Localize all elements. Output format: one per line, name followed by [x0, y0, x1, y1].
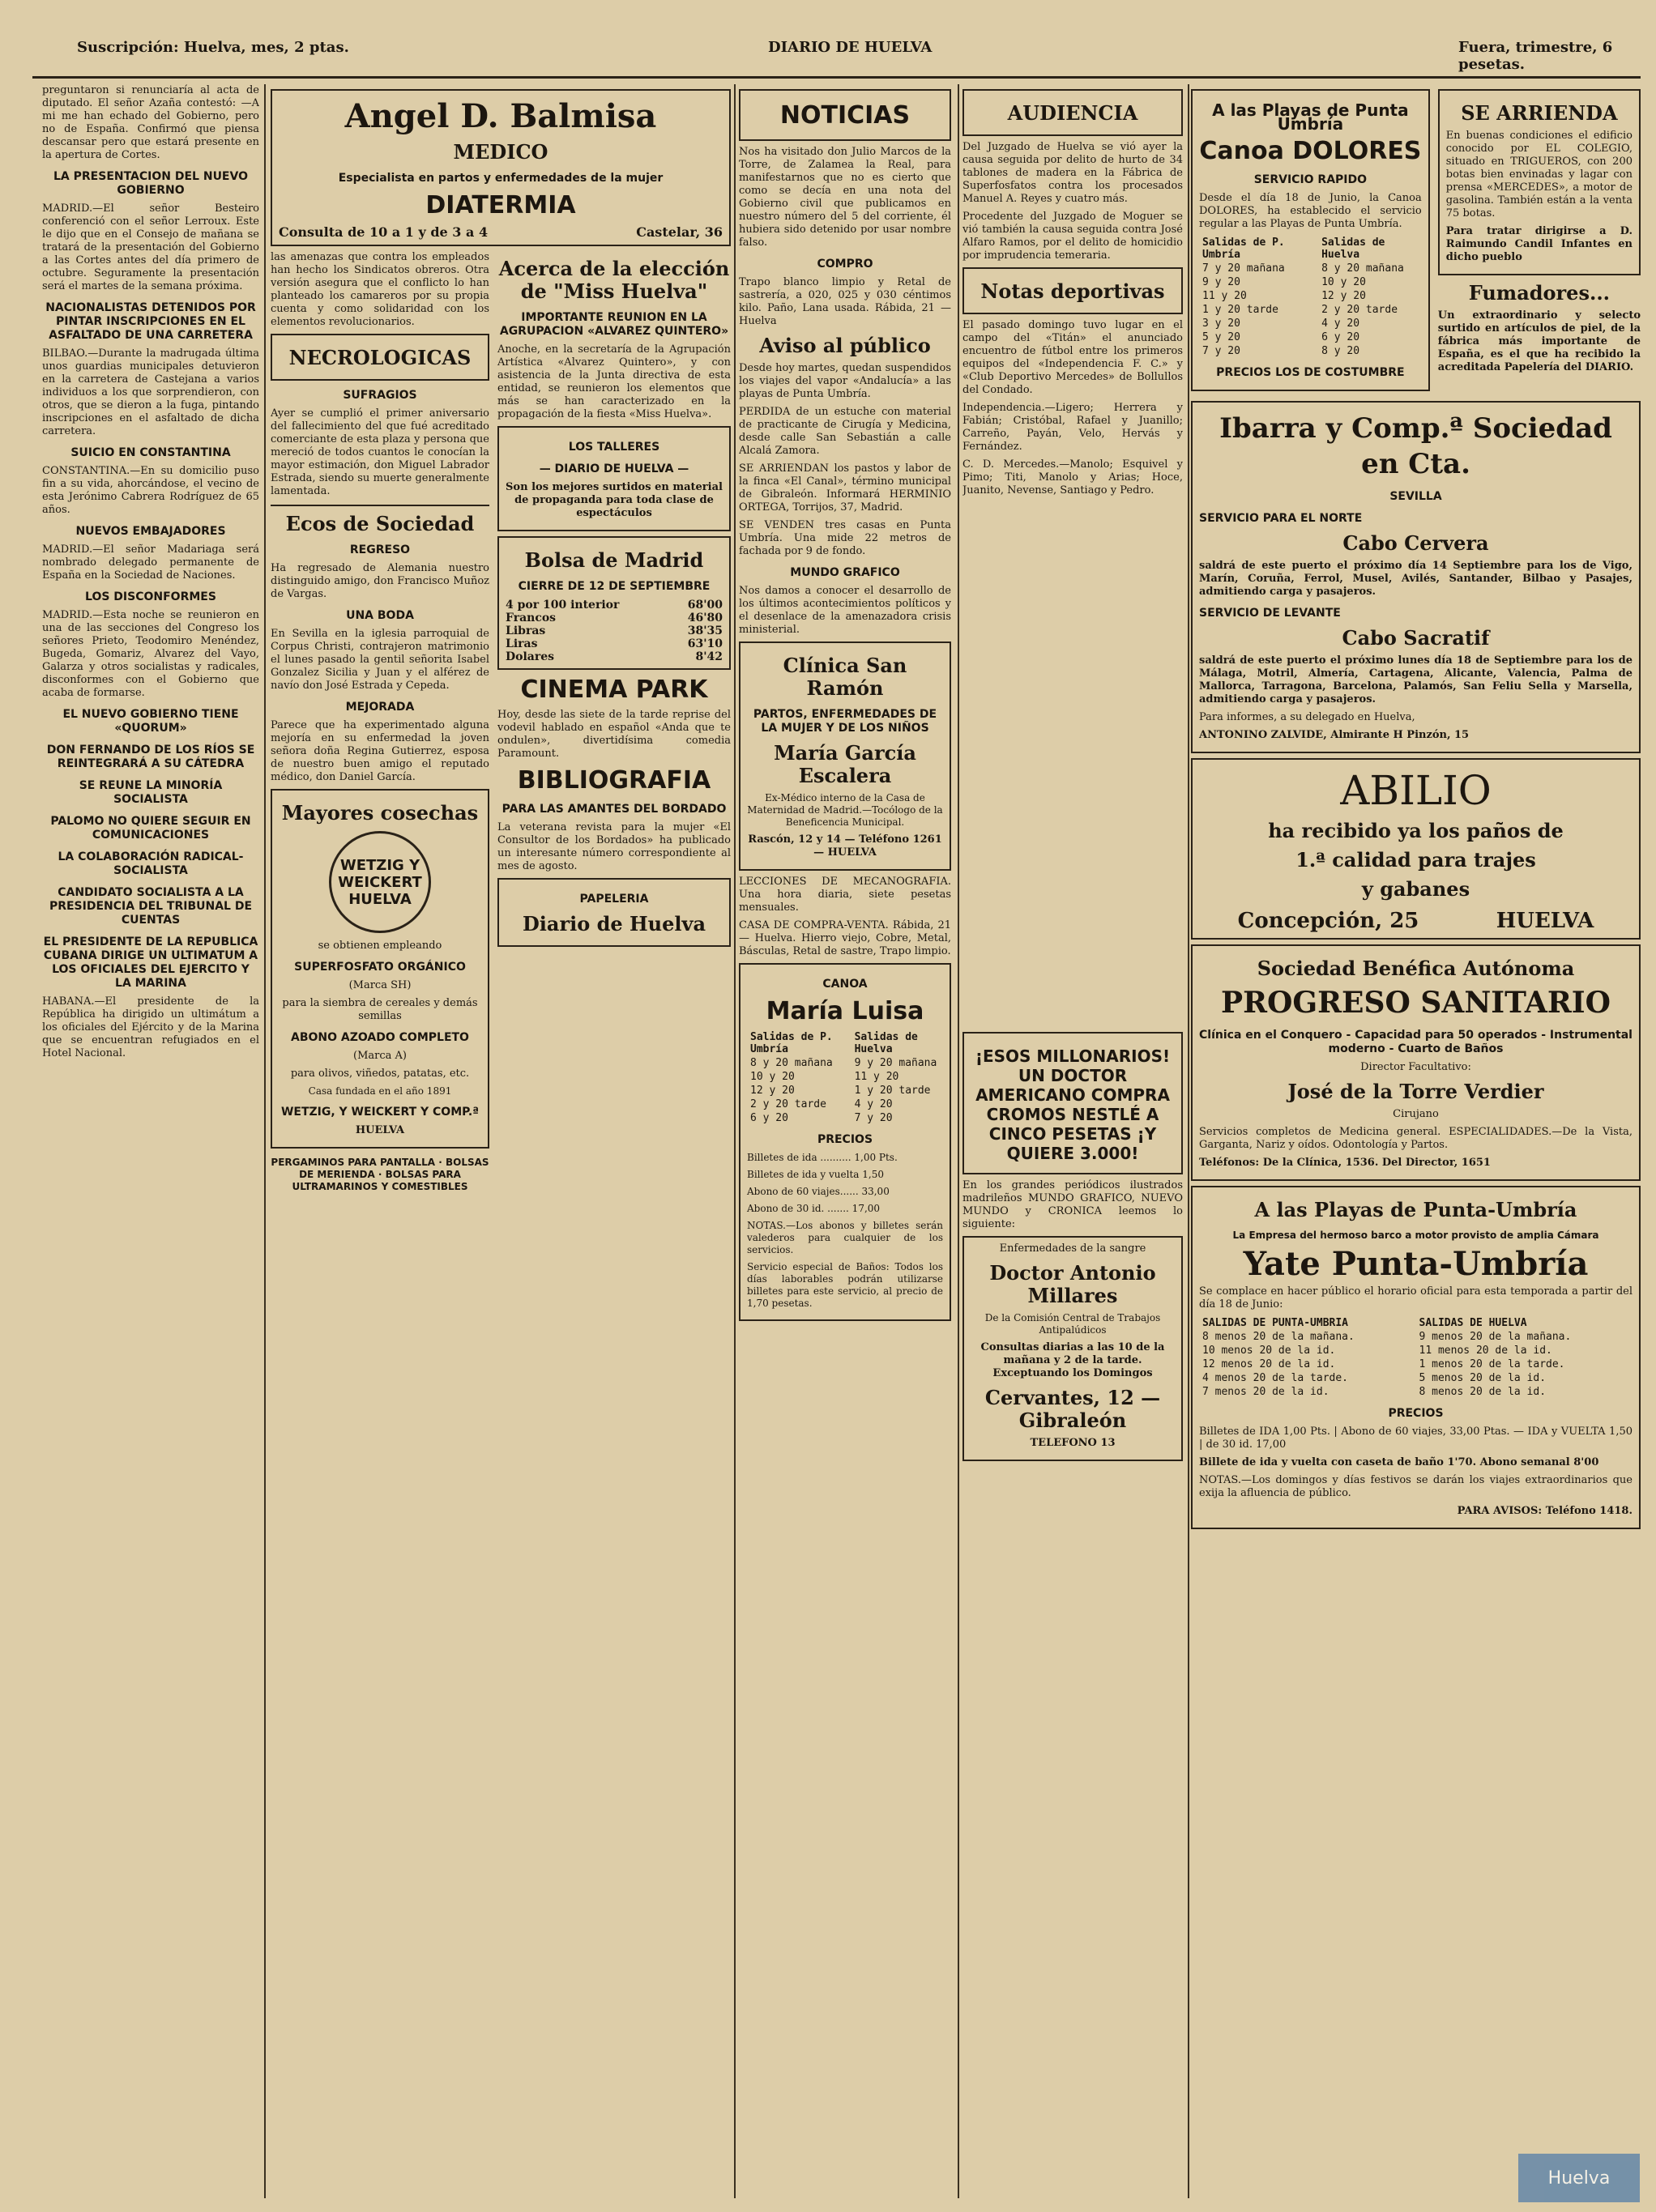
schedule-cell: 12 y 20 [1321, 290, 1366, 302]
schedule-cell: 11 menos 20 de la id. [1419, 1345, 1552, 1357]
ad-line: Sociedad Benéfica Autónoma [1257, 957, 1575, 980]
ad-line: Doctor Antonio Millares [989, 1261, 1156, 1307]
schedule-cell: 10 menos 20 de la id. [1202, 1345, 1336, 1357]
schedule-row [747, 1097, 943, 1111]
price-line: Billete de ida y vuelta con caseta de baño 1'70. Abono semanal 8'00 [1199, 1456, 1599, 1468]
classified-ad: SE ARRIENDAN los pastos y labor de la finca «El Canal», término municipal de Gibraleón. Informará HERMINIO ORTEGA, Torrijos, 37, Madrid. [739, 462, 951, 514]
ad-title: Angel D. Balmisa [344, 97, 657, 135]
headline: MUNDO GRAFICO [790, 566, 900, 579]
schedule-cell: 7 menos 20 de la id. [1202, 1386, 1329, 1398]
schedule-header: Salidas de P. Umbría [750, 1031, 833, 1055]
section-title: NECROLOGICAS [288, 346, 472, 369]
ad-line: saldrá de este puerto el próximo día 14 Septiembre para los de Vigo, Marín, Coruña, Ferrol, Musel, Avilés, Santander, Bilbao y Pasajes, admitiendo carga y pasajeros. [1199, 560, 1633, 598]
article-text: Procedente del Juzgado de Moguer se vió también la causa seguida contra José Alfaro Ramos, por el delito de homicidio por imprudencia temeraria. [962, 211, 1183, 262]
ad-line: SERVICIO RAPIDO [1253, 173, 1368, 186]
ad-line: Para tratar dirigirse a D. Raimundo Candil Infantes en dicho pueblo [1445, 225, 1633, 263]
ship-name: Cabo Sacratif [1342, 626, 1490, 650]
section-box [739, 89, 951, 141]
headline: EL NUEVO GOBIERNO TIENE «QUORUM» [62, 708, 239, 735]
article-text: Del Juzgado de Huelva se vió ayer la causa seguida por delito de hurto de 34 tablones de madera en la Fábrica de Superfosfatos contra los procesados Manuel A. Reyes y cuatro más. [962, 141, 1183, 205]
headline: CANDIDATO SOCIALISTA A LA PRESIDENCIA DEL TRIBUNAL DE CUENTAS [49, 886, 253, 927]
schedule-cell: 5 menos 20 de la id. [1419, 1372, 1547, 1384]
ad-line: para olivos, viñedos, patatas, etc. [290, 1068, 470, 1080]
ad-line: A las Playas de Punta Umbría [1212, 100, 1409, 134]
ad-line: Consultas diarias a las 10 de la mañana y 2 de la tarde. Exceptuando los Domingos [980, 1341, 1165, 1379]
headline: SUFRAGIOS [343, 389, 417, 402]
headline: SUICIO EN CONSTANTINA [70, 446, 231, 459]
stock-row [506, 612, 723, 624]
ad-line: Son los mejores surtidos en material de propaganda para toda clase de espectáculos [506, 481, 723, 519]
ad-line: A las Playas de Punta-Umbría [1254, 1198, 1577, 1221]
news-column-center-left [271, 84, 731, 2198]
subscription-outside: Fuera, trimestre, 6 pesetas. [1458, 39, 1613, 73]
schedule-cell: 7 y 20 [1202, 345, 1240, 357]
section-title: Notas deportivas [980, 279, 1165, 303]
subscription-local: Suscripción: Huelva, mes, 2 ptas. [77, 39, 349, 56]
headline: Aviso al público [759, 334, 931, 357]
stock-name: Liras [506, 637, 538, 650]
ad-specialty: Especialista en partos y enfermedades de la mujer [338, 172, 664, 185]
shipping-ad [1191, 401, 1641, 753]
article-text: BILBAO.—Durante la madrugada última unos guardias municipales detuvieron en la carretera de Castejana a varios individuos a los que sorprendieron, con otros, que se dieron a la fuga, pintando inscripciones en el asfaltado de dicha carretera. [42, 347, 259, 437]
stock-value: 46'80 [687, 612, 723, 624]
schedule-table [1199, 1316, 1633, 1399]
ad-line: SUPERFOSFATO ORGÁNICO [294, 961, 466, 974]
ad-title: SE ARRIENDA [1461, 101, 1618, 125]
price-line: Abono de 30 id. ....... 17,00 [747, 1203, 881, 1214]
stock-value: 63'10 [687, 637, 723, 650]
tailor-ad [1191, 758, 1641, 940]
schedule-cell: 10 y 20 [750, 1071, 795, 1083]
article-text: Independencia.—Ligero; Herrera y Fabián; Cristóbal, Rafael y Juanillo; Carreño, Payán, Velo, Hervás y Fernández. [962, 402, 1183, 453]
sub-column [271, 251, 489, 1198]
boat-ad [739, 963, 951, 1321]
ad-title: Clínica San Ramón [783, 654, 907, 700]
clinic-ad [1191, 944, 1641, 1181]
ad-address: Concepción, 25 [1237, 909, 1419, 933]
ad-line: Se complace en hacer público el horario oficial para esta temporada a partir del día 18 de Junio: [1199, 1285, 1633, 1311]
schedule-row [1199, 262, 1422, 275]
article-text: Parece que ha experimentado alguna mejoría en su enfermedad la joven señora doña Regina Gutierrez, esposa de nuestro buen amigo el reputado médico, don Daniel García. [271, 719, 489, 783]
headline: SE REUNE LA MINORÍA SOCIALISTA [79, 779, 223, 806]
sub-column [1438, 84, 1641, 396]
ad-line: Clínica en el Conquero - Capacidad para 50 operados - Instrumental moderno - Cuarto de Baños [1199, 1029, 1633, 1055]
schedule-cell: 9 menos 20 de la mañana. [1419, 1331, 1572, 1343]
sub-column [497, 251, 731, 1198]
schedule-cell: 4 y 20 [854, 1098, 893, 1110]
stock-value: 38'35 [687, 624, 723, 637]
price-line: Abono de 60 viajes...... 33,00 [747, 1186, 890, 1197]
schedule-row [747, 1084, 943, 1097]
section-title: CINEMA PARK [520, 676, 708, 704]
section-title: Ecos de Sociedad [285, 512, 475, 535]
yacht-ad [1191, 1186, 1641, 1529]
ad-line: HUELVA [355, 1124, 405, 1136]
headline: UNA BODA [346, 609, 414, 622]
headline: EL PRESIDENTE DE LA REPUBLICA CUBANA DIRIGE UN ULTIMATUM A LOS OFICIALES DEL EJERCITO Y LA MARINA [43, 936, 258, 990]
article-text: MADRID.—El señor Madariaga será nombrado delegado permanente de España en la Sociedad de Naciones. [42, 543, 259, 582]
boat-ad [1191, 89, 1430, 391]
schedule-cell: 10 y 20 [1321, 276, 1366, 288]
schedule-cell: 1 y 20 tarde [854, 1085, 931, 1097]
schedule-cell: 4 y 20 [1321, 318, 1360, 330]
news-column-center [739, 84, 951, 2198]
article-text: Desde hoy martes, quedan suspendidos los viajes del vapor «Andalucía» a las playas de Punta Umbría. [739, 362, 951, 400]
headline: LA PRESENTACION DEL NUEVO GOBIERNO [53, 170, 248, 197]
ad-line: La Empresa del hermoso barco a motor provisto de amplia Cámara [1232, 1230, 1599, 1241]
article-text: En los grandes periódicos ilustrados madrileños MUNDO GRAFICO, NUEVO MUNDO y CRONICA leemos lo siguiente: [962, 1179, 1183, 1230]
schedule-cell: 8 menos 20 de la mañana. [1202, 1331, 1355, 1343]
ad-line: Un extraordinario y selecto surtido en artículos de piel, de la fábrica más importante de España, es el que ha recibido la acreditada Papelería del DIARIO. [1437, 309, 1641, 373]
stock-box [497, 536, 731, 670]
ad-line: PERGAMINOS PARA PANTALLA · BOLSAS DE MERIENDA · BOLSAS PARA ULTRAMARINOS Y COMESTIBLES [271, 1157, 489, 1192]
ad-line: SEVILLA [1389, 490, 1442, 503]
article-text: HABANA.—El presidente de la República ha dirigido un ultimátum a los oficiales del Ejército y de la Marina que se encuentran refugiados en el Hotel Nacional. [42, 995, 259, 1059]
schedule-cell: 2 y 20 tarde [1321, 304, 1398, 316]
stock-row [506, 599, 723, 612]
schedule-cell: 11 y 20 [1202, 290, 1247, 302]
ad-line: De la Comisión Central de Trabajos Antipalúdicos [984, 1312, 1161, 1336]
column-divider [958, 84, 959, 2198]
ad-line: (Marca A) [353, 1050, 407, 1062]
ad-line: PARTOS, ENFERMEDADES DE LA MUJER Y DE LOS NIÑOS [753, 708, 937, 735]
schedule-row [747, 1111, 943, 1125]
price-line: Billetes de ida y vuelta 1,50 [747, 1169, 884, 1180]
headline: REGRESO [349, 543, 411, 556]
newspaper-name: DIARIO DE HUELVA [768, 39, 933, 56]
article-text: La veterana revista para la mujer «El Consultor de los Bordados» ha publicado un interesante número correspondiente al mes de agosto. [497, 821, 731, 872]
ad-line: (Marca SH) [348, 979, 412, 991]
headline: MEJORADA [345, 701, 415, 714]
section-box [271, 334, 489, 381]
ad-line: Cervantes, 12 — Gibraleón [984, 1386, 1161, 1432]
ad-title: PROGRESO SANITARIO [1221, 986, 1611, 1020]
ad-line: Director Facultativo: [1360, 1061, 1471, 1073]
ad-line: se obtienen empleando [318, 940, 442, 952]
schedule-row [1199, 344, 1422, 358]
article-text: Hoy, desde las siete de la tarde reprise del vodevil hablado en español «Anda que te ondulen», divertidísima comedia Paramount. [497, 709, 731, 760]
stock-name: Dolares [506, 650, 555, 663]
section-title: BIBLIOGRAFIA [517, 766, 711, 795]
ad-line: PARA AVISOS: Teléfono 1418. [1457, 1505, 1633, 1517]
article-text: El pasado domingo tuvo lugar en el campo del «Titán» el anunciado encuentro de fútbol entre los primeros equipos del «Independencia F. C.» y «Club Deportivo Mercedes» de Bollullos del Condado. [962, 319, 1183, 396]
schedule-row [747, 1070, 943, 1084]
headline: LOS DISCONFORMES [85, 590, 216, 603]
schedule-row [1199, 1357, 1633, 1371]
news-column-center-right [962, 84, 1183, 1008]
schedule-cell: 7 y 20 [854, 1112, 893, 1124]
ad-line: En buenas condiciones el edificio conocido por EL COLEGIO, situado en TRIGUEROS, con 200 botas bien envinadas y lagar con prensa «MERCEDES», a motor de gasolina. También están a la venta 75 botas. [1445, 130, 1633, 219]
stock-value: 68'00 [687, 599, 723, 612]
ad-line: María García Escalera [774, 741, 916, 787]
schedule-table [747, 1030, 943, 1125]
ad-line: WETZIG, Y WEICKERT Y COMP.ª [280, 1106, 480, 1119]
ad-line: Servicio especial de Baños: Todos los días laborables podrán utilizarse billetes para este servicio, al precio de 1,70 pesetas. [747, 1261, 943, 1309]
article-text: Ayer se cumplió el primer aniversario del fallecimiento del que fué acreditado comerciante de esta plaza y persona que mereció de todos cuantos le conocían la mayor estimación, don Miguel Labrador Estrada, siendo su muerte generalmente lamentada. [271, 407, 489, 497]
classified-ad: LECCIONES DE MECANOGRAFIA. Una hora diaria, siete pesetas mensuales. [739, 876, 951, 914]
stock-value: 8'42 [695, 650, 723, 663]
ad-line: Rascón, 12 y 14 — Teléfono 1261 — HUELVA [748, 833, 942, 859]
doctor-ad [271, 89, 731, 246]
section-title: NOTICIAS [779, 101, 911, 130]
ad-title: María Luisa [766, 997, 924, 1025]
schedule-cell: 3 y 20 [1202, 318, 1240, 330]
article-text: Nos damos a conocer el desarrollo de los últimos acontecimientos políticos y el desenlace de la amenazadora crisis ministerial. [739, 585, 951, 636]
schedule-header: SALIDAS DE PUNTA-UMBRIA [1202, 1317, 1349, 1329]
classified-ad: SE VENDEN tres casas en Punta Umbría. Una mide 22 metros de fachada por 9 de fondo. [739, 519, 951, 557]
schedule-cell: 2 y 20 tarde [750, 1098, 826, 1110]
price-line: Billetes de IDA 1,00 Pts. | Abono de 60 viajes, 33,00 Ptas. — IDA y VUELTA 1,50 | de 30 id. 17,00 [1199, 1426, 1633, 1451]
news-column-left [42, 84, 259, 2198]
doctor-ad [962, 1236, 1183, 1461]
ad-line: Cirujano [1393, 1108, 1439, 1120]
ad-title: Ibarra y Comp.ª Sociedad en Cta. [1219, 412, 1612, 480]
stock-name: Libras [506, 624, 546, 637]
ad-line: TELEFONO 13 [1030, 1437, 1116, 1449]
schedule-cell: 8 y 20 mañana [750, 1057, 833, 1069]
ad-line: NOTAS.—Los abonos y billetes serán valederos para cualquier de los servicios. [747, 1220, 943, 1255]
clinic-ad [739, 641, 951, 871]
ad-title: Fumadores... [1468, 281, 1611, 305]
schedule-row [1199, 330, 1422, 344]
nestle-ad [962, 1032, 1183, 1174]
section-title: AUDIENCIA [1007, 101, 1138, 125]
schedule-cell: 5 y 20 [1202, 331, 1240, 343]
schedule-header: Salidas de Huelva [854, 1031, 918, 1055]
schedule-cell: 9 y 20 [1202, 276, 1240, 288]
schedule-cell: 6 y 20 [750, 1112, 788, 1124]
ad-line: y gabanes [1361, 877, 1470, 901]
ad-title: Yate Punta-Umbría [1243, 1245, 1589, 1283]
schedule-row [1199, 1385, 1633, 1399]
ad-line: 1.ª calidad para trajes [1295, 848, 1536, 872]
ad-line: NOTAS.—Los domingos y días festivos se darán los viajes extraordinarios que exija la afluencia de público. [1199, 1474, 1633, 1499]
ad-title: ¡ESOS MILLONARIOS! UN DOCTOR AMERICANO COMPRA CROMOS NESTLÉ A CINCO PESETAS ¡Y QUIERE 3.000! [975, 1046, 1171, 1163]
schedule-cell: 8 y 20 [1321, 345, 1360, 357]
schedule-cell: 4 menos 20 de la tarde. [1202, 1372, 1349, 1384]
stock-name: Francos [506, 612, 557, 624]
ad-line: SERVICIO DE LEVANTE [1199, 607, 1341, 620]
section-box [962, 89, 1183, 136]
ad-line: ha recibido ya los paños de [1268, 819, 1564, 842]
ad-title: Mayores cosechas [281, 801, 479, 825]
header-rule [32, 76, 1641, 79]
section-title: Bolsa de Madrid [524, 548, 704, 572]
schedule-row [747, 1056, 943, 1070]
schedule-header: Salidas de P. Umbría [1202, 237, 1285, 261]
stationery-ad [497, 878, 731, 947]
ad-line: José de la Torre Verdier [1287, 1080, 1544, 1103]
headline: PARA LAS AMANTES DEL BORDADO [501, 803, 727, 816]
stock-name: 4 por 100 interior [506, 599, 620, 612]
stock-row [506, 637, 723, 650]
schedule-cell: 6 y 20 [1321, 331, 1360, 343]
ad-service: DIATERMIA [425, 191, 576, 219]
ad-line: Desde el día 18 de Junio, la Canoa DOLORES, ha establecido el servicio regular a las Playas de Punta Umbría. [1199, 192, 1422, 230]
ad-line: Casa fundada en el año 1891 [308, 1085, 452, 1097]
schedule-row [1199, 303, 1422, 317]
headline: COMPRO [817, 258, 873, 271]
ad-line: Ex-Médico interno de la Casa de Maternidad de Madrid.—Tocólogo de la Beneficencia Municipal. [747, 792, 943, 828]
subheadline: IMPORTANTE REUNION EN LA AGRUPACION «ALVAREZ QUINTERO» [499, 311, 729, 338]
ad-title: Canoa DOLORES [1199, 137, 1422, 165]
ad-line: Para informes, a su delegado en Huelva, [1199, 711, 1415, 723]
ad-line: ANTONINO ZALVIDE, Almirante H Pinzón, 15 [1199, 729, 1470, 741]
headline: DON FERNANDO DE LOS RÍOS SE REINTEGRARÁ A SU CÁTEDRA [46, 744, 255, 770]
ad-line: para la siembra de cereales y demás semillas [282, 997, 478, 1022]
ad-line: PRECIOS [817, 1133, 873, 1146]
ship-name: Cabo Cervera [1342, 531, 1489, 555]
ad-title: ABILIO [1340, 767, 1492, 814]
archive-stamp: Huelva [1518, 2154, 1640, 2202]
company-logo: WETZIG Y WEICKERT HUELVA [329, 831, 431, 933]
schedule-cell: 12 y 20 [750, 1085, 795, 1097]
price-line: Billetes de ida .......... 1,00 Pts. [747, 1152, 898, 1163]
article-text: C. D. Mercedes.—Manolo; Esquivel y Pimo; Titi, Manolo y Arias; Hoce, Juanito, Nevense, Santiago y Pedro. [962, 458, 1183, 497]
schedule-row [1199, 317, 1422, 330]
ad-line: PRECIOS [1388, 1407, 1444, 1420]
classified-ad: CASA DE COMPRA-VENTA. Rábida, 21 — Huelva. Hierro viejo, Cobre, Metal, Básculas, Retal de sastre, Trapo limpio. [739, 919, 951, 957]
article-text: Ha regresado de Alemania nuestro distinguido amigo, don Francisco Muñoz de Vargas. [271, 562, 489, 600]
ad-line: Teléfonos: De la Clínica, 1536. Del Director, 1651 [1199, 1157, 1491, 1169]
schedule-cell: 12 menos 20 de la id. [1202, 1358, 1336, 1370]
ad-line: — DIARIO DE HUELVA — [539, 462, 689, 475]
column-divider [264, 84, 266, 2198]
ad-line: PRECIOS LOS DE COSTUMBRE [1216, 366, 1405, 379]
article-text: Trapo blanco limpio y Retal de sastrería, a 020, 025 y 030 céntimos kilo. Paño, Lana usada. Rábida, 21 — Huelva [739, 276, 951, 327]
article-text: En Sevilla en la iglesia parroquial de Corpus Christi, contrajeron matrimonio el lunes pasado la gentil señorita Isabel Gonzalez Sicilia y Juan y el alférez de navío don José Estrada y Cepeda. [271, 628, 489, 692]
headline: Acerca de la elección de "Miss Huelva" [498, 257, 730, 303]
ad-line: SERVICIO PARA EL NORTE [1199, 512, 1363, 525]
schedule-header: Salidas de Huelva [1321, 237, 1385, 261]
article-text: CONSTANTINA.—En su domicilio puso fin a su vida, ahorcándose, el vecino de esta Jerónimo Cabrera Rodríguez de 65 años. [42, 465, 259, 516]
headline: PALOMO NO QUIERE SEGUIR EN COMUNICACIONES [50, 815, 251, 842]
ad-hours: Consulta de 10 a 1 y de 3 a 4 [279, 224, 489, 240]
schedule-table [1199, 236, 1422, 358]
article-text: Anoche, en la secretaría de la Agrupación Artística «Alvarez Quintero», y con asistencia de la Junta directiva de esta entidad, se reunieron los elementos que más se han caracterizado en la propagación de la fiesta «Miss Huelva». [497, 343, 731, 420]
ad-subtitle: MEDICO [453, 140, 548, 164]
schedule-row [1199, 1330, 1633, 1344]
ad-line: Enfermedades de la sangre [999, 1242, 1146, 1255]
schedule-cell: 9 y 20 mañana [854, 1057, 937, 1069]
print-shop-ad [497, 426, 731, 531]
classified-ad: PERDIDA de un estuche con material de practicante de Cirugía y Medicina, desde calle San Sebastián a calle Alcalá Zamora. [739, 406, 951, 457]
column-divider [1188, 84, 1189, 2198]
ad-line: CANOA [822, 978, 868, 991]
schedule-cell: 1 y 20 tarde [1202, 304, 1278, 316]
headline: NUEVOS EMBAJADORES [75, 525, 226, 538]
ads-column-right [1191, 84, 1641, 2198]
article-text: MADRID.—Esta noche se reunieron en una de las secciones del Congreso los señores Prieto, Teodomiro Menéndez, Bugeda, Gomariz, Alvarez del Vayo, Galarza y otros socialistas y radicales, disconformes con el Gobierno que acaba de formarse. [42, 609, 259, 699]
stock-row [506, 650, 723, 663]
ad-line: Servicios completos de Medicina general. ESPECIALIDADES.—De la Vista, Garganta, Nariz y oídos. Odontología y Partos. [1199, 1126, 1633, 1151]
stock-table [506, 599, 723, 663]
ad-address: Castelar, 36 [636, 224, 723, 240]
article-text: las amenazas que contra los empleados han hecho los Sindicatos obreros. Otra versión asegura que el conflicto lo han planteado los camareros por su propia cuenta y como solidaridad con los elementos revolucionarios. [271, 251, 489, 328]
ad-line: Diario de Huelva [522, 912, 706, 936]
section-rule [271, 505, 489, 506]
ad-city: HUELVA [1496, 909, 1594, 933]
masthead-strip [0, 0, 1656, 73]
schedule-cell: 11 y 20 [854, 1071, 899, 1083]
schedule-header: SALIDAS DE HUELVA [1419, 1317, 1527, 1329]
article-text: preguntaron si renunciaría al acta de diputado. El señor Azaña contestó: —A mi me han echado del Gobierno, pero no de España. Confirmó que piensa descansar pero que estará presente en la apertura de Cortes. [42, 84, 259, 161]
headline: NACIONALISTAS DETENIDOS POR PINTAR INSCRIPCIONES EN EL ASFALTADO DE UNA CARRETERA [45, 301, 256, 342]
schedule-row [1199, 275, 1422, 289]
schedule-row [1199, 1344, 1633, 1357]
ad-line: ABONO AZOADO COMPLETO [291, 1031, 469, 1044]
section-box [962, 267, 1183, 314]
schedule-row [1199, 289, 1422, 303]
schedule-cell: 8 y 20 mañana [1321, 262, 1404, 275]
schedule-cell: 1 menos 20 de la tarde. [1419, 1358, 1565, 1370]
ad-line: LOS TALLERES [568, 441, 660, 454]
column-divider [734, 84, 736, 2198]
fertilizer-ad [271, 789, 489, 1149]
schedule-cell: 7 y 20 mañana [1202, 262, 1285, 275]
schedule-cell: 8 menos 20 de la id. [1419, 1386, 1547, 1398]
stock-row [506, 624, 723, 637]
news-column-center-right-lower [962, 1027, 1183, 2193]
ad-line: PAPELERIA [579, 893, 649, 906]
rental-ad [1438, 89, 1641, 275]
article-text: Nos ha visitado don Julio Marcos de la Torre, de Zalamea la Real, para manifestarnos que no es cierto que como se decía en una nota del Gobierno civil que publicamos en nuestro número del 5 del corriente, él hubiera sido detenido por usar nombre falso. [739, 146, 951, 249]
ad-line: saldrá de este puerto el próximo lunes día 18 de Septiembre para los de Málaga, Motril, Almería, Cartagena, Alicante, Valencia, Palma de Mallorca, Tarragona, Barcelona, Palamós, San Feliu Sella y Marsella, admitiendo carga y pasajeros. [1199, 654, 1633, 705]
headline: LA COLABORACIÓN RADICAL-SOCIALISTA [58, 850, 244, 877]
schedule-row [1199, 1371, 1633, 1385]
subheadline: CIERRE DE 12 DE SEPTIEMBRE [518, 580, 711, 593]
article-text: MADRID.—El señor Besteiro conferenció con el señor Lerroux. Este le dijo que en el Consejo de mañana se tratará de la presentación del Gobierno a las Cortes antes del día primero de octubre. Seguramente la presentación será el martes de la semana próxima. [42, 202, 259, 292]
